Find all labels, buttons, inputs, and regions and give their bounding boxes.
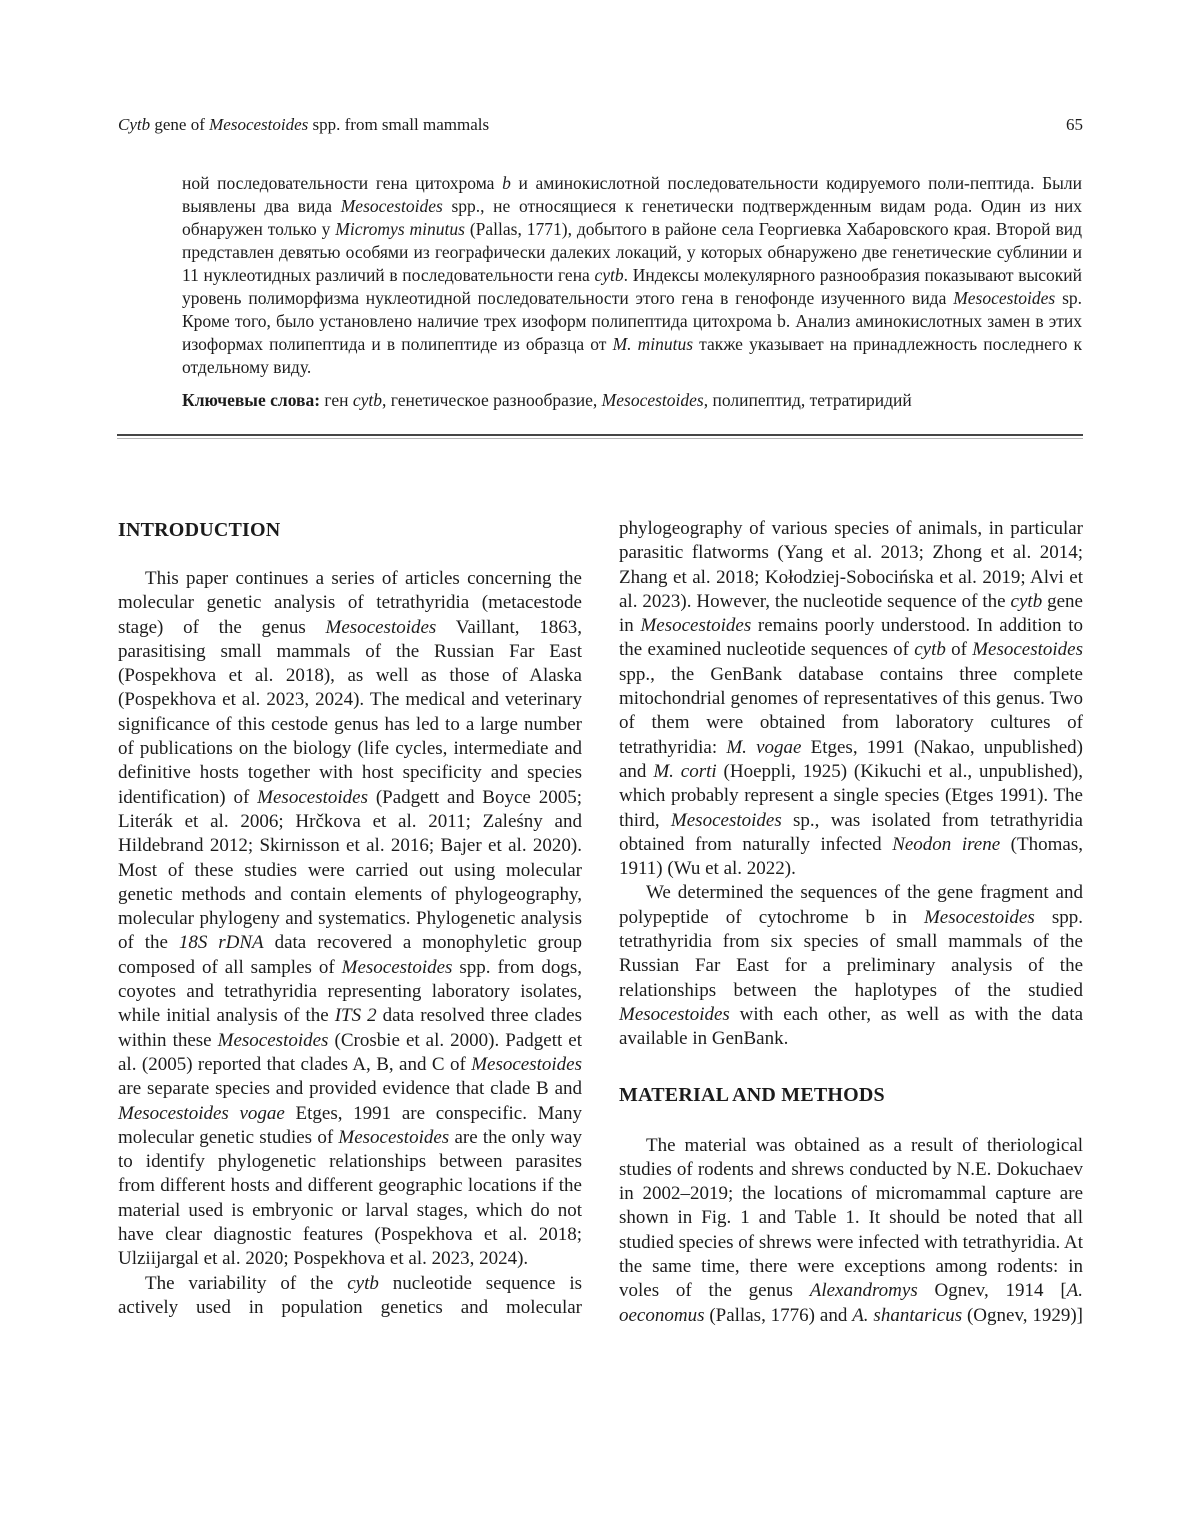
right-column bbox=[619, 517, 1083, 1328]
running-head-title: Cytb gene of Mesocestoides spp. from small mammals bbox=[118, 115, 490, 134]
paragraph-intro-1: This paper continues a series of articles concerning the molecular genetic analysis of tetrathyridia (metacestode stage) of the genus Mesocestoides Vaillant, 1863, parasitising small mammals of the Russian Far East (Pospekhova et al. 2018), as well as those of Alaska (Pospekhova et al. 2023, 2024). The medical and veterinary significance of this cestode genus has led to a large number of publications on the biology (life cycles, intermediate and definitive hosts together with host specificity and species identification) of Mesocestoides (Padgett and Boyce 2005; Literák et al. 2006; Hrčkova et al. 2011; Zaleśny and Hildebrand 2012; Skirnisson et al. 2016; Bajer et al. 2020). Most of these studies were carried out using molecular genetic methods and contain elements of phylogeography, molecular phylogeny and systematics. Phylogenetic analysis of the 18S rDNA data recovered a monophyletic group composed of all samples of Mesocestoides spp. from dogs, coyotes and tetrathyridia representing laboratory isolates, while initial analysis of the ITS 2 data resolved three clades within these Mesocestoides (Crosbie et al. 2000). Padgett et al. (2005) reported that clades A, B, and C of Mesocestoides are separate species and provided evidence that clade B and Mesocestoides vogae Etges, 1991 are conspecific. Many molecular genetic studies of Mesocestoides are the only way to identify phylogenetic relationships between parasites from different hosts and different geographic locations if the material used is embryonic or larval stages, which do not have clear diagnostic features (Pospekhova et al. 2018; Ulziijargal et al. 2020; Pospekhova et al. 2023, 2024). bbox=[118, 568, 583, 1270]
paragraph-methods-1: The material was obtained as a result of theriological studies of rodents and shrews conducted by N.E. Dokuchaev in 2002–2019; the locations of micromammal capture are shown in Fig. 1 and Table 1. It should be noted that all studied species of shrews were infected with tetrathyridia. At the same time, there were exceptions among rodents: in voles of the genus Alexandromys Ognev, 1914 [A. oeconomus (Pallas, 1776) and A. shantaricus (Ognev, 1929)] bbox=[619, 1134, 1084, 1326]
abstract-paragraph: ной последовательности гена цитохрома b и аминокислотной последовательности кодируемого поли-пептида. Были выявлены два вида Mesocestoides spp., не относящиеся к генетически подтвержденным видам рода. Один из них обнаружен только у Micromys minutus (Pallas, 1771), добытого в районе села Георгиевка Хабаровского края. Второй вид представлен девятью особями из географически далеких локаций, у которых обнаружено две генетические сублинии и 11 нуклеотидных различий в последовательности гена cytb. Индексы молекулярного разнообразия показывают высокий уровень полиморфизма нуклеотидной последовательности этого гена в генофонде изученного вида Mesocestoides sp. Кроме того, было установлено наличие трех изоформ полипептида цитохрома b. Анализ аминокислотных замен в этих изоформах полипептида и в полипептиде из образца от M. minutus также указывает на принадлежность последнего к отдельному виду. bbox=[182, 173, 1083, 377]
paragraph-continuation: phylogeography of various species of animals, in particular parasitic flatworms (Yang et al. 2013; Zhong et al. 2014; Zhang et al. 2018; Kołodziej-Sobocińska et al. 2019; Alvi et al. 2023). However, the nucleotide sequence of the cytb gene in Mesocestoides remains poorly understood. In addition to the examined nucleotide sequences of cytb of Mesocestoides spp., the GenBank database contains three complete mitochondrial genomes of representatives of this genus. Two of them were obtained from laboratory cultures of tetrathyridia: M. vogae Etges, 1991 (Nakao, unpublished) and M. corti (Hoeppli, 1925) (Kikuchi et al., unpublished), which probably represent a single species (Etges 1991). The third, Mesocestoides sp., was isolated from tetrathyridia obtained from naturally infected Neodon irene (Thomas, 1911) (Wu et al. 2022). bbox=[619, 518, 1083, 880]
abstract-russian-block bbox=[182, 172, 1082, 412]
left-column bbox=[118, 517, 582, 1328]
divider-rule bbox=[117, 434, 1083, 439]
running-head bbox=[118, 114, 1083, 135]
paragraph-aim: We determined the sequences of the gene fragment and polypeptide of cytochrome b in Mesocestoides spp. tetrathyridia from six species of small mammals of the Russian Far East for a preliminary analysis of the relationships between the haplotypes of the studied Mesocestoides with each other, as well as with the data available in GenBank. bbox=[619, 882, 1083, 1050]
page-number: 65 bbox=[1066, 115, 1083, 134]
two-column-body bbox=[118, 517, 1083, 1328]
section-heading-introduction: INTRODUCTION bbox=[118, 519, 281, 541]
keywords-line: Ключевые слова: ген cytb, генетическое разнообразие, Mesocestoides, полипептид, тетратиридий bbox=[182, 390, 912, 410]
section-heading-methods: MATERIAL AND METHODS bbox=[619, 1083, 885, 1106]
paragraph-intro-2: The variability of the cytb nucleotide sequence is actively used in population genetics and molecular bbox=[118, 1272, 582, 1318]
